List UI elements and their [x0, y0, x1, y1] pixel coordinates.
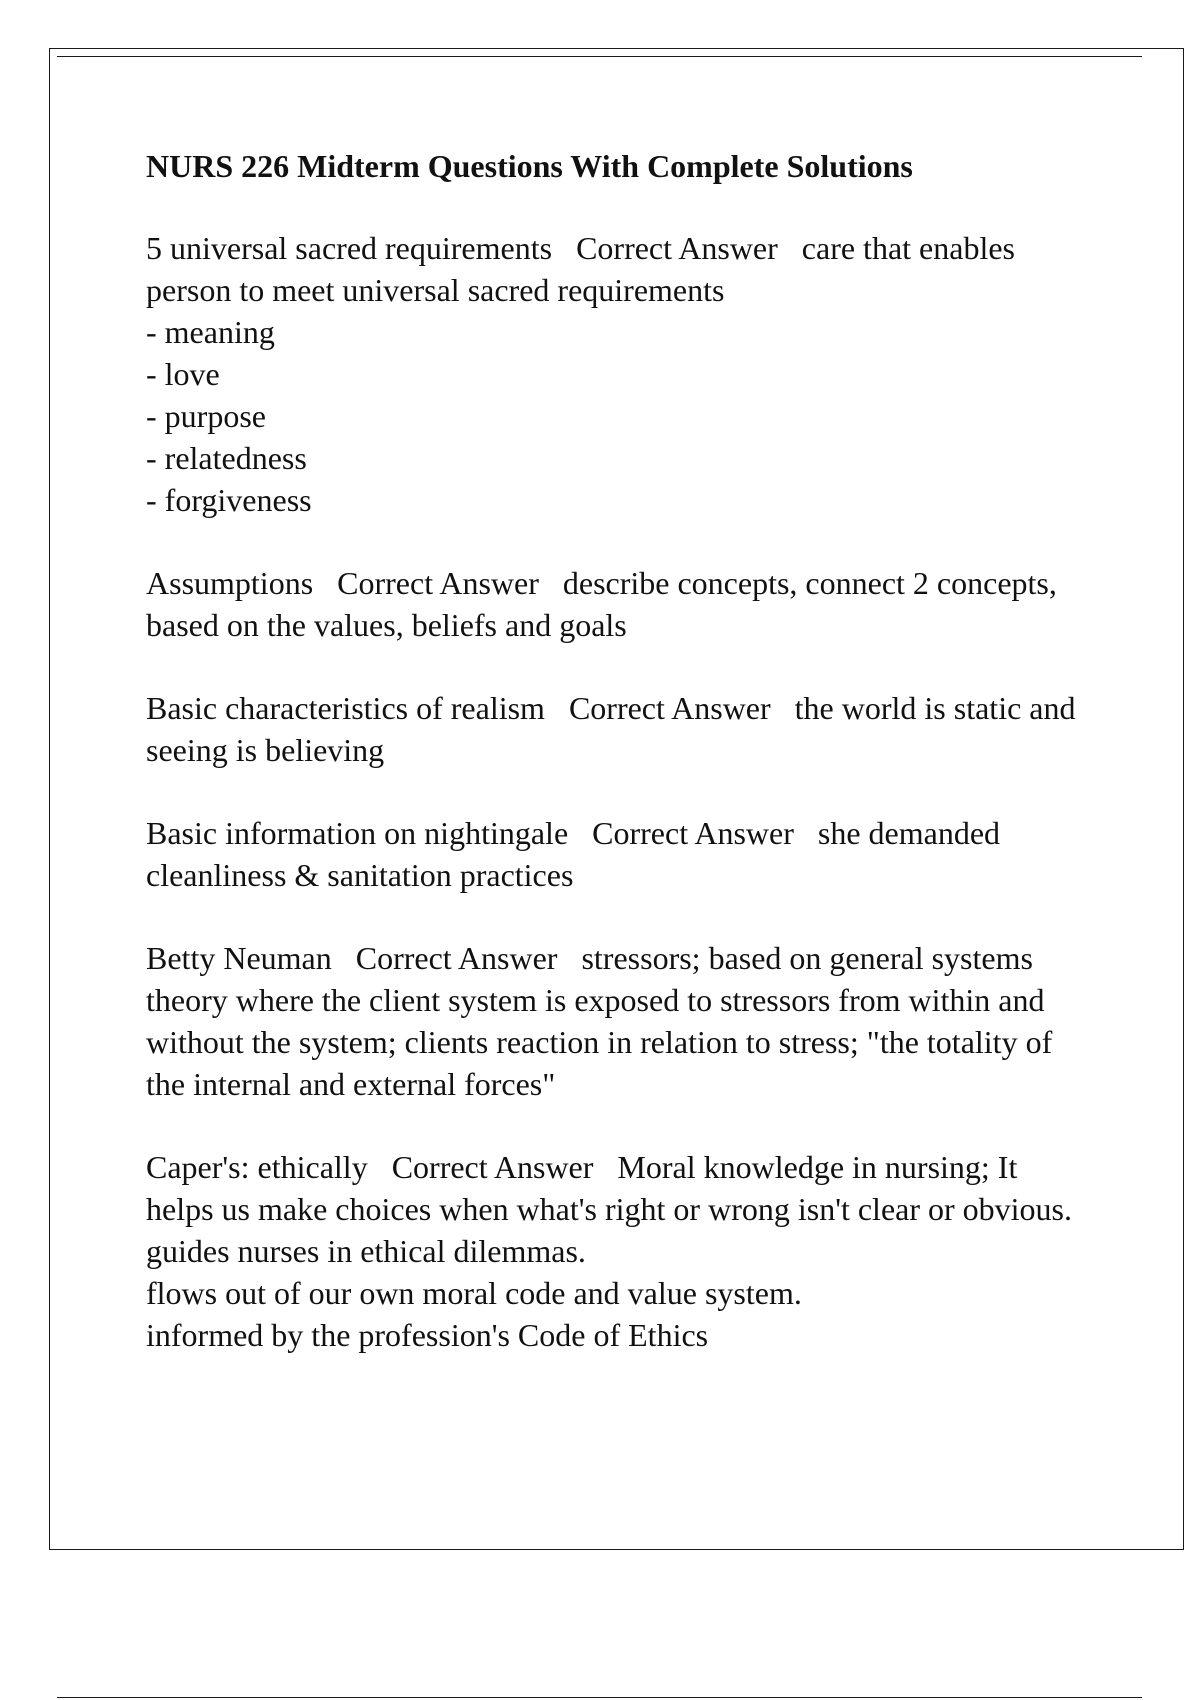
qa-entry [146, 937, 1086, 1105]
document-body [146, 145, 1086, 1397]
answer-line: - forgiveness [146, 482, 312, 518]
answer-label: Correct Answer [337, 565, 539, 601]
answer-label: Correct Answer [391, 1149, 594, 1185]
answer-line: flows out of our own moral code and value system. [146, 1275, 802, 1311]
document-title: NURS 226 Midterm Questions With Complete Solutions [146, 148, 913, 184]
question-text: Assumptions [146, 565, 314, 601]
qa-entry [146, 687, 1086, 771]
qa-entry [146, 1146, 1086, 1356]
answer-text: care that enables person to meet universal sacred requirements [146, 230, 1015, 308]
answer-text: the world is static and seeing is believing [146, 690, 1076, 768]
answer-line: - relatedness [146, 440, 307, 476]
top-rule [57, 56, 1142, 57]
answer-line: informed by the profession's Code of Ethics [146, 1317, 709, 1353]
answer-line: - purpose [146, 398, 266, 434]
question-text: 5 universal sacred requirements [146, 230, 553, 266]
answer-text: she demanded cleanliness & sanitation practices [146, 815, 1001, 893]
answer-label: Correct Answer [592, 815, 794, 851]
answer-text: Moral knowledge in nursing; It helps us make choices when what's right or wrong isn't clear or obvious. [146, 1149, 1072, 1227]
answer-line: - love [146, 356, 220, 392]
answer-label: Correct Answer [576, 230, 778, 266]
qa-entry [146, 227, 1086, 521]
answer-text: stressors; based on general systems theory where the client system is exposed to stressors from within and without the system; clients reaction in relation to stress; "the totality of the internal and external forces" [146, 940, 1053, 1102]
question-text: Basic characteristics of realism [146, 690, 545, 726]
answer-label: Correct Answer [355, 940, 558, 976]
bottom-rule [57, 1697, 1142, 1698]
question-text: Betty Neuman [146, 940, 332, 976]
question-text: Caper's: ethically [146, 1149, 368, 1185]
answer-line: guides nurses in ethical dilemmas. [146, 1233, 586, 1269]
qa-entry [146, 812, 1086, 896]
answer-line: - meaning [146, 314, 275, 350]
answer-text: describe concepts, connect 2 concepts, based on the values, beliefs and goals [146, 565, 1057, 643]
question-text: Basic information on nightingale [146, 815, 569, 851]
answer-label: Correct Answer [568, 690, 771, 726]
qa-entry [146, 562, 1086, 646]
